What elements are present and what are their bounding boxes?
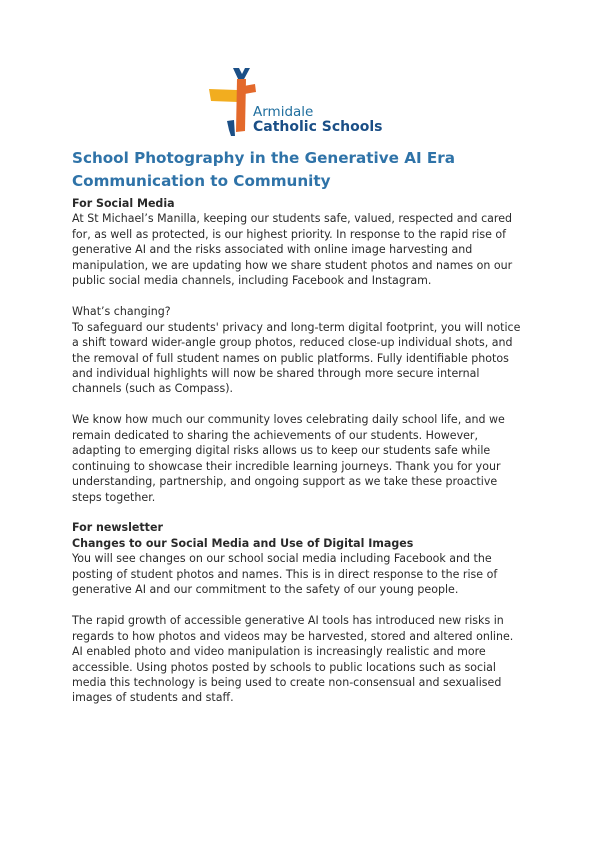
text-line: generative AI and the risks associated with online image harvesting and <box>72 243 473 257</box>
newsletter-subheading: Changes to our Social Media and Use of Digital Images <box>72 536 414 550</box>
newsletter-paragraph-1 <box>72 551 542 597</box>
text-line: AI enabled photo and video manipulation is increasingly realistic and more <box>72 645 486 659</box>
text-line: images of students and staff. <box>72 691 234 705</box>
text-line: channels (such as Compass). <box>72 382 234 396</box>
text-line: accessible. Using photos posted by schools to public locations such as social <box>72 660 497 674</box>
text-line: remain dedicated to sharing the achievements of our students. However, <box>72 428 478 442</box>
text-line: for, as well as protected, is our highest priority. In response to the rapid rise of <box>72 227 507 241</box>
text-line: generative AI and our commitment to the safety of our young people. <box>72 583 459 597</box>
text-line: To safeguard our students' privacy and long-term digital footprint, you will notice <box>72 320 521 334</box>
page-title <box>72 147 552 193</box>
text-line: continuing to showcase their incredible learning journeys. Thank you for your <box>72 459 501 473</box>
text-line: public social media channels, including Facebook and Instagram. <box>72 274 432 288</box>
social-paragraph-2 <box>72 320 542 397</box>
text-line: the removal of full student names on public platforms. Fully identifiable photos <box>72 351 509 365</box>
logo-text-armidale: Armidale <box>253 104 314 120</box>
text-line: and individual highlights will now be shared through more secure internal <box>72 366 480 380</box>
text-line: We know how much our community loves celebrating daily school life, and we <box>72 413 505 427</box>
text-line: manipulation, we are updating how we share student photos and names on our <box>72 258 513 272</box>
armidale-catholic-schools-logo <box>208 68 408 138</box>
text-line: media this technology is being used to create non-consensual and sexualised <box>72 675 502 689</box>
text-line: At St Michael’s Manilla, keeping our students safe, valued, respected and cared <box>72 212 513 226</box>
social-media-heading: For Social Media <box>72 197 175 210</box>
social-paragraph-1 <box>72 211 542 288</box>
text-line: regards to how photos and videos may be harvested, stored and altered online. <box>72 629 514 643</box>
logo-text-catholic-schools: Catholic Schools <box>253 119 383 135</box>
text-line: You will see changes on our school social media including Facebook and the <box>72 552 492 566</box>
document-body <box>72 196 542 706</box>
text-line: The rapid growth of accessible generative AI tools has introduced new risks in <box>72 614 504 628</box>
text-line: steps together. <box>72 490 156 504</box>
text-line: posting of student photos and names. This is in direct response to the rise of <box>72 567 498 581</box>
social-paragraph-3 <box>72 412 542 505</box>
title-line-1: School Photography in the Generative AI Era <box>72 149 456 167</box>
newsletter-paragraph-2 <box>72 613 542 706</box>
cross-logo-icon <box>208 68 258 138</box>
text-line: adapting to emerging digital risks allows us to keep our students safe while <box>72 444 491 458</box>
newsletter-heading: For newsletter <box>72 521 163 535</box>
text-line: a shift toward wider-angle group photos, reduced close-up individual shots, and <box>72 336 513 350</box>
text-line: understanding, partnership, and ongoing support as we take these proactive <box>72 475 498 489</box>
title-line-2: Communication to Community <box>72 172 331 190</box>
whats-changing-label: What’s changing? <box>72 305 171 319</box>
